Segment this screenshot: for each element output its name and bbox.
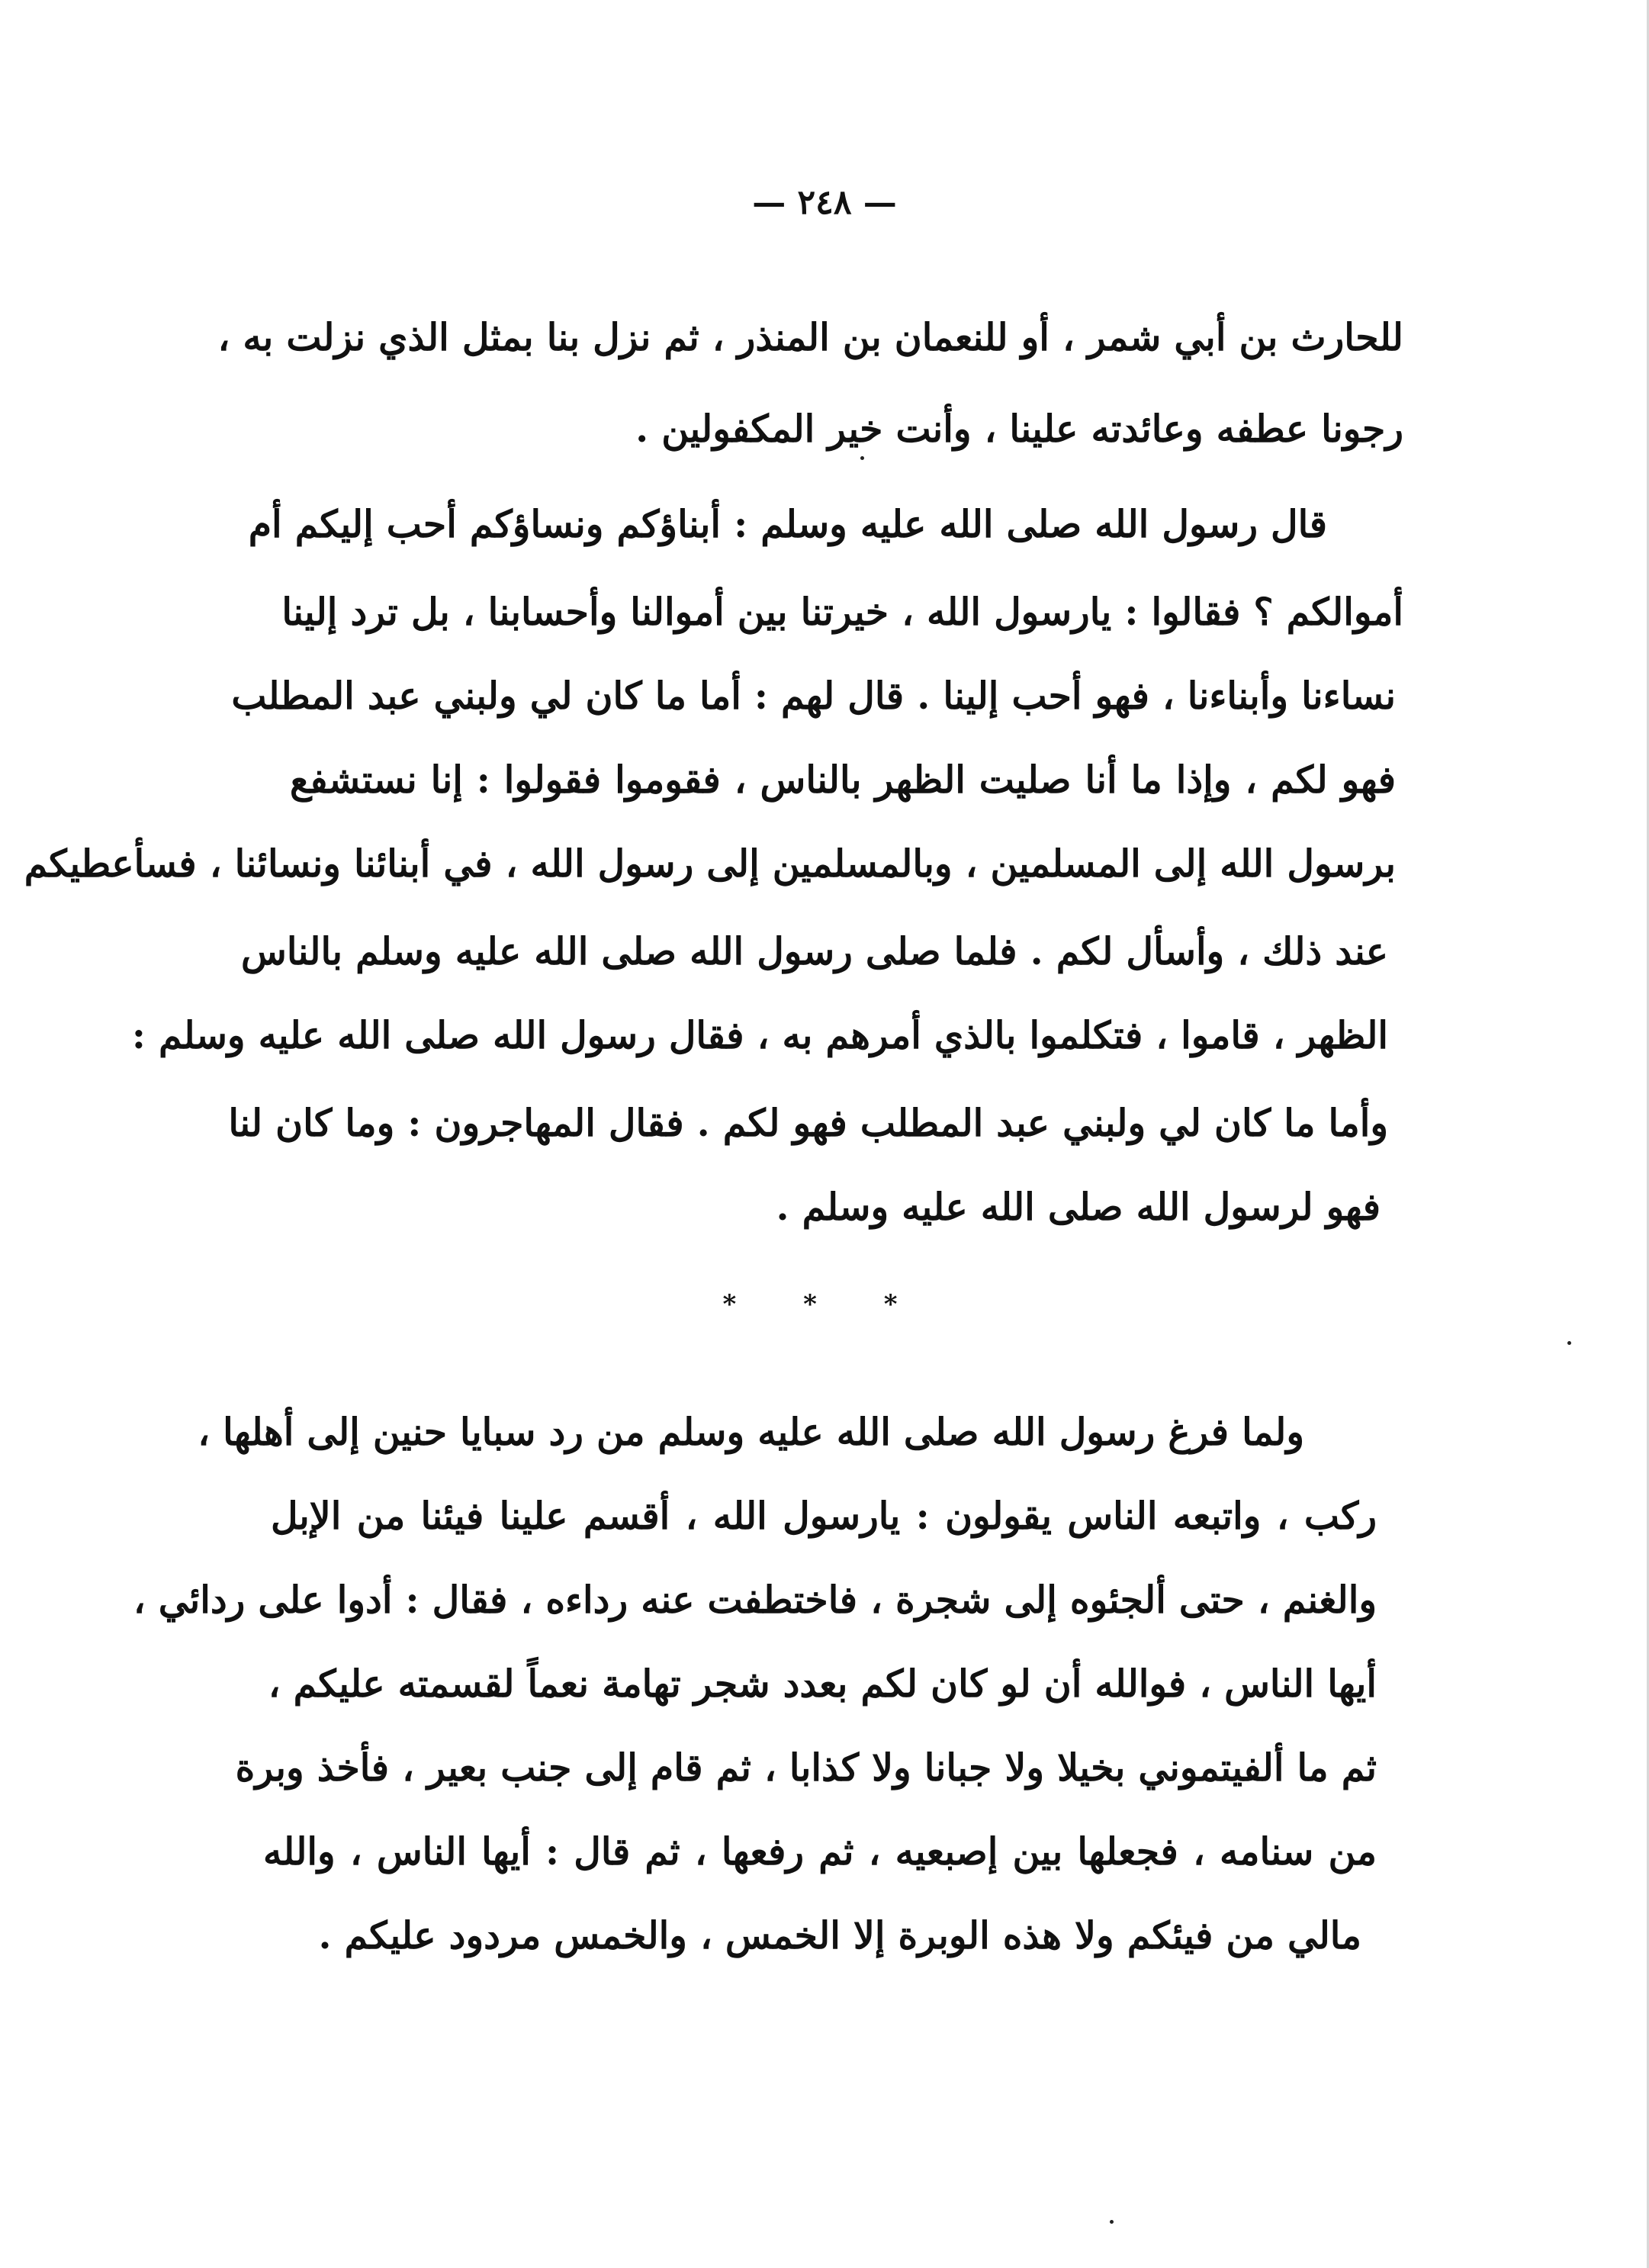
scan-speck	[1567, 1341, 1571, 1345]
text-line: الظهر ، قاموا ، فتكلموا بالذي أمرهم به ، فقال رسول الله صلى الله عليه وسلم :	[131, 1013, 1388, 1057]
section-separator: * * *	[722, 1289, 927, 1320]
text-line: والغنم ، حتى ألجئوه إلى شجرة ، فاختطفت عنه رداءه ، فقال : أدوا على ردائي ،	[133, 1578, 1377, 1622]
text-line: رجونا عطفه وعائدته علينا ، وأنت خير المكفولين .	[635, 407, 1403, 451]
text-line: ولما فرغ رسول الله صلى الله عليه وسلم من رد سبايا حنين إلى أهلها ،	[198, 1410, 1304, 1454]
text-line: فهو لكم ، وإذا ما أنا صليت الظهر بالناس ، فقوموا فقولوا : إنا نستشفع	[290, 758, 1396, 802]
text-line: وأما ما كان لي ولبني عبد المطلب فهو لكم . فقال المهاجرون : وما كان لنا	[228, 1101, 1388, 1145]
text-line: عند ذلك ، وأسأل لكم . فلما صلى رسول الله صلى الله عليه وسلم بالناس	[241, 929, 1388, 973]
text-line: ثم ما ألفيتموني بخيلا ولا جبانا ولا كذابا ، ثم قام إلى جنب بعير ، فأخذ وبرة	[235, 1745, 1377, 1790]
text-line: قال رسول الله صلى الله عليه وسلم : أبناؤكم ونساؤكم أحب إليكم أم	[248, 502, 1327, 546]
text-line: أيها الناس ، فوالله أن لو كان لكم بعدد شجر تهامة نعماً لقسمته عليكم ،	[268, 1662, 1377, 1706]
scan-speck	[1110, 2220, 1114, 2224]
text-line: أموالكم ؟ فقالوا : يارسول الله ، خيرتنا بين أموالنا وأحسابنا ، بل ترد إلينا	[281, 590, 1403, 634]
text-line: للحارث بن أبي شمر ، أو للنعمان بن المنذر ، ثم نزل بنا بمثل الذي نزلت به ،	[217, 315, 1403, 359]
text-line: من سنامه ، فجعلها بين إصبعيه ، ثم رفعها ، ثم قال : أيها الناس ، والله	[263, 1829, 1377, 1874]
text-line: برسول الله إلى المسلمين ، وبالمسلمين إلى رسول الله ، في أبنائنا ونسائنا ، فسأعطيكم	[24, 841, 1396, 886]
text-line: مالي من فيئكم ولا هذه الوبرة إلا الخمس ، والخمس مردود عليكم .	[318, 1913, 1361, 1958]
text-line: نساءنا وأبناءنا ، فهو أحب إلينا . قال لهم : أما ما كان لي ولبني عبد المطلب	[231, 674, 1396, 718]
scan-speck	[860, 456, 864, 460]
page-number: — ٢٤٨ —	[752, 183, 897, 222]
text-line: ركب ، واتبعه الناس يقولون : يارسول الله ، أقسم علينا فيئنا من الإبل	[271, 1494, 1377, 1538]
text-line: فهو لرسول الله صلى الله عليه وسلم .	[776, 1185, 1381, 1229]
